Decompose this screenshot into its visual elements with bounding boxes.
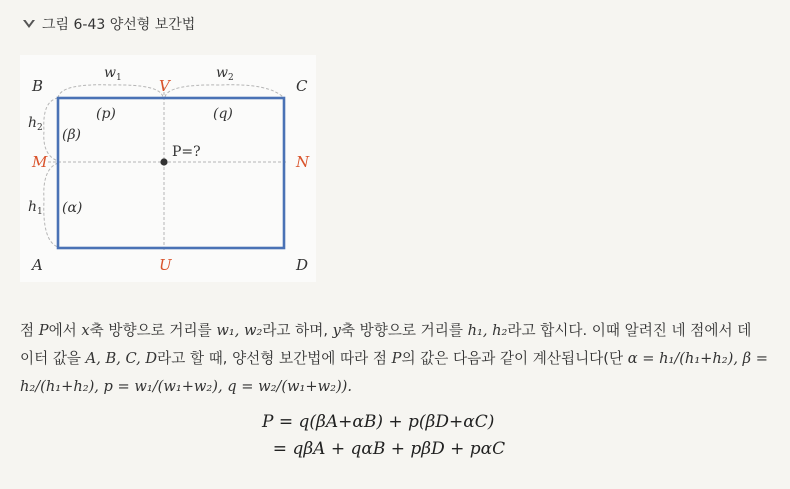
point-p-label: P=? [172,144,201,160]
label-B: B [32,77,44,95]
label-C: C [296,77,308,95]
text: 축 방향으로 거리를 [340,322,468,339]
equation-line-1: P = q(βA+αB) + p(βD+αC) [262,412,495,432]
label-V: V [159,77,170,95]
var-h: h₁, h₂ [467,322,508,339]
interpolation-rect [58,98,284,248]
text: 의 값은 다음과 같이 계산됩니다(단 [401,350,628,367]
text: 라고 합시다. 이때 알려진 네 점에서 데 [507,322,752,339]
brace-h1 [44,163,58,247]
paragraph-line-2 [20,345,778,373]
equation-line-2: = qβA + qαB + pβD + pαC [262,439,506,459]
text: 점 [20,322,39,339]
region-beta-label: (β) [62,127,82,143]
brace-w2 [165,85,284,98]
var-w: w₁, w₂ [216,322,263,339]
equation-block [262,412,505,466]
var-y: y [332,322,341,339]
formula-p-q: h₂/(h₁+h₂), p = w₁/(w₁+w₂), q = w₂/(w₁+w₂)). [20,378,352,395]
point-p [160,158,167,165]
var-x: x [81,322,90,339]
region-p-label: (p) [96,106,116,122]
label-U: U [159,256,172,274]
chevron-down-icon [22,17,36,31]
label-A: A [32,256,43,274]
brace-w1 [58,85,163,98]
var-P: P [38,322,49,339]
text: 라고 하며, [262,322,333,339]
var-ABCD: A, B, C, D [85,350,158,367]
paragraph-line-1 [20,317,778,345]
figure-caption [22,14,195,34]
caption-text: 그림 6-43 양선형 보간법 [42,17,196,33]
brace-h2 [44,98,58,161]
formula-alpha-beta: α = h₁/(h₁+h₂), β = [627,350,768,367]
text: 라고 할 때, 양선형 보간법에 따라 점 [157,350,392,367]
label-M: M [32,153,48,171]
paragraph-line-3 [20,373,778,401]
label-h1: $h_1$ [28,199,43,217]
label-D: D [296,256,309,274]
label-h2: $h_2$ [28,115,43,133]
region-q-label: (q) [213,106,233,122]
label-w1: $w_1$ [104,65,122,83]
region-alpha-label: (α) [62,200,83,216]
text: 축 방향으로 거리를 [89,322,217,339]
label-w2: $w_2$ [216,65,234,83]
explanation-paragraph [20,317,778,401]
text: 이터 값을 [20,350,86,367]
label-N: N [296,153,310,171]
var-P: P [391,350,402,367]
text: 에서 [48,322,82,339]
bilinear-diagram [20,55,316,282]
